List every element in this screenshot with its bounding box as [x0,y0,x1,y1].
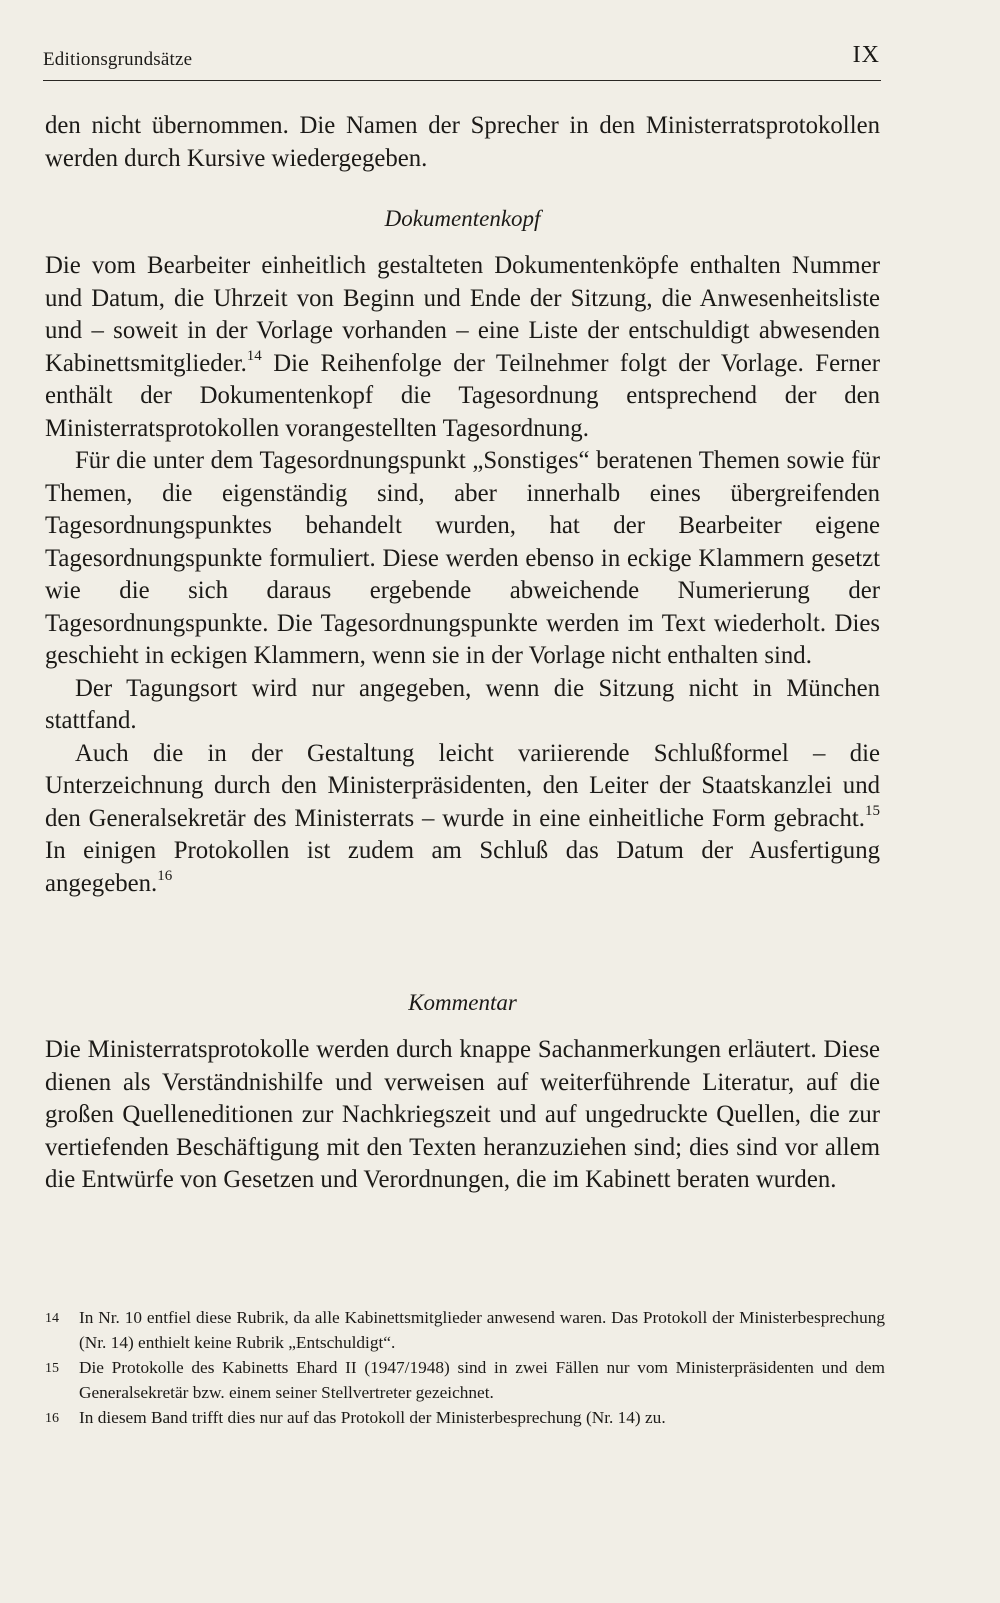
paragraph [45,250,880,445]
footnote-number: 15 [45,1361,59,1376]
footnote-text: In Nr. 10 entfiel diese Rubrik, da alle Kabinettsmitglieder anwesend waren. Das Protokoll der Ministerbesprechung (Nr. 14) enthielt keine Rubrik „Entschuldigt“. [79,1308,885,1352]
paragraph-text: In einigen Protokollen ist zudem am Schluß das Datum der Ausfertigung angegeben. [45,837,880,897]
paragraph: Der Tagungsort wird nur angegeben, wenn die Sitzung nicht in München stattfand. [45,674,880,734]
paragraph: Die Ministerratsprotokolle werden durch knappe Sachanmerkungen erläutert. Diese dienen als Verständnishilfe und verweisen auf weiterführende Literatur, auf die großen Quelleneditionen zur Nachkriegszeit und auf ungedruckte Quellen, die zur vertiefenden Beschäftigung mit den Texten heranzuziehen sind; dies sind vor allem die Entwürfe von Gesetzen und Verordnungen, die im Kabinett beraten wurden. [45,1036,880,1193]
header-rule [43,80,881,81]
footnote-ref: 14 [246,348,262,365]
footnote-number: 16 [45,1411,59,1426]
paragraph-text: Auch die in der Gestaltung leicht variierende Schlußformel – die Unterzeichnung durch den Ministerpräsidenten, den Leiter der Staatskanzlei und den Generalsekretär des Ministerrats – wurde in eine einheitliche Form gebracht. [45,739,880,832]
footnote-text: Die Protokolle des Kabinetts Ehard II (1947/1948) sind in zwei Fällen nur vom Ministerpräsidenten und dem Generalsekretär bzw. einem seiner Stellvertreter gezeichnet. [79,1358,885,1402]
footnote [45,1305,885,1355]
footnote [45,1355,885,1405]
page-number: IX [852,42,880,68]
section-heading-kommentar: Kommentar [408,990,517,1015]
running-header-title: Editionsgrundsätze [43,49,193,70]
footnote [45,1405,885,1431]
section-body-dokumentenkopf [45,250,880,900]
paragraph-text: Die Reihenfolge der Teilnehmer folgt der Vorlage. Ferner enthält der Dokumentenkopf die Tagesordnung entsprechend der den Ministerratsprotokollen vorangestellten Tagesordnung. [45,349,880,442]
paragraph: Für die unter dem Tagesordnungspunkt „Sonstiges“ beratenen Themen sowie für Themen, die eigenständig sind, aber innerhalb eines übergreifenden Tagesordnungspunktes behandelt wurden, hat der Bearbeiter eigene Tagesordnungspunkte formuliert. Diese werden ebenso in eckige Klammern gesetzt wie die sich daraus ergebende abweichende Numerierung der Tagesordnungspunkte. Die Tagesordnungspunkte werden im Text wiederholt. Dies geschieht in eckigen Klammern, wenn sie in der Vorlage nicht enthalten sind. [45,447,880,669]
footnote-number: 14 [45,1311,59,1326]
paragraph-text: Die vom Bearbeiter einheitlich gestalteten Dokumentenköpfe enthalten Nummer und Datum, die Uhrzeit von Beginn und Ende der Sitzung, die Anwesenheitsliste und – soweit in der Vorlage vorhanden – eine Liste der entschuldigt abwesenden Kabinettsmitglieder. [45,252,880,377]
footnote-ref: 15 [865,803,880,820]
footnotes [45,1305,885,1431]
paragraph-text: den nicht übernommen. Die Namen der Sprecher in den Ministerratsprotokollen werden durch Kursive wiedergegeben. [45,112,880,172]
footnote-ref: 16 [157,868,173,885]
section-heading-dokumentenkopf: Dokumentenkopf [384,206,541,231]
paragraph-continuation [45,110,880,175]
section-body-kommentar [45,1034,880,1197]
paragraph [45,738,880,901]
footnote-text: In diesem Band trifft dies nur auf das Protokoll der Ministerbesprechung (Nr. 14) zu. [79,1408,666,1427]
